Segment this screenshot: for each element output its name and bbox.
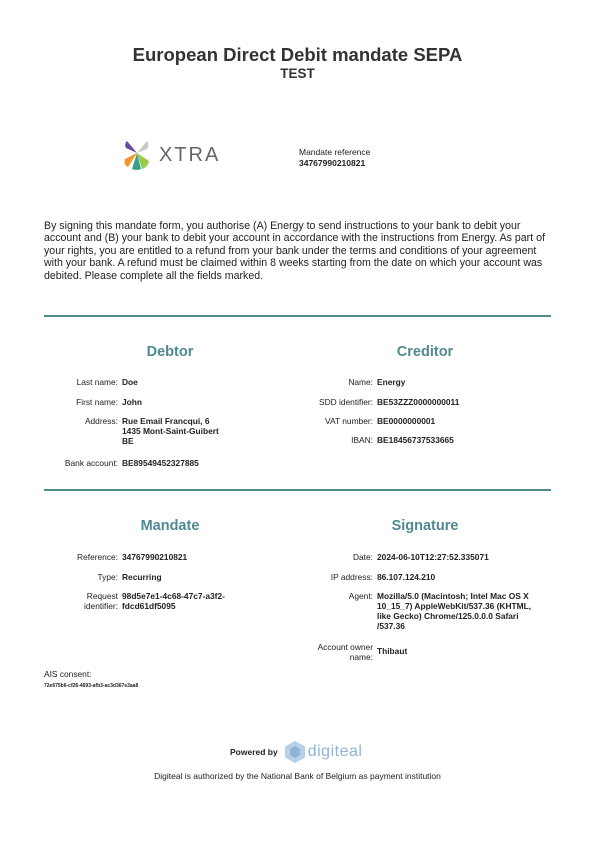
intro-paragraph: By signing this mandate form, you authorise (A) Energy to send instructions to your bank to debit your account and (B) your bank to debit your account in accordance with the instructions from Energy. As part of your rights, you are entitled to a refund from your bank under the terms and conditions of your agreement with your bank. A refund must be claimed within 8 weeks starting from the date on which your account was debited. Please complete all the fields marked. bbox=[44, 220, 545, 282]
mandate-reference-value: 34767990210821 bbox=[299, 158, 366, 168]
signature-date-row bbox=[290, 552, 489, 562]
powered-by-label: Powered by bbox=[230, 747, 278, 757]
debtor-title: Debtor bbox=[146, 344, 194, 360]
debtor-address-row bbox=[44, 416, 219, 446]
debtor-bank-account: BE89549452327885 bbox=[122, 458, 199, 468]
debtor-last-name-label: Last name: bbox=[76, 377, 118, 387]
signature-agent-row bbox=[290, 591, 531, 631]
ais-consent-value: 72e675b6-cf26-4693-afb3-ac3d367e3aa8 bbox=[44, 683, 139, 689]
xtra-logo-icon bbox=[123, 139, 151, 171]
debtor-last-name: Doe bbox=[122, 377, 138, 387]
mandate-request-line: 98d5e7e1-4c68-47c7-a3f2- bbox=[122, 591, 225, 601]
creditor-vat: BE0000000001 bbox=[377, 416, 436, 426]
mandate-request-label bbox=[44, 591, 122, 611]
mandate-title: Mandate bbox=[140, 518, 200, 534]
creditor-name-row bbox=[290, 377, 405, 387]
signature-date-label: Date: bbox=[352, 552, 373, 562]
debtor-address-line: BE bbox=[122, 436, 134, 446]
creditor-name-label: Name: bbox=[348, 377, 373, 387]
creditor-sdd: BE53ZZZ0000000011 bbox=[377, 397, 460, 407]
mandate-request-line: fdcd61df5095 bbox=[122, 601, 176, 611]
powered-by bbox=[230, 740, 362, 764]
signature-agent-line: like Gecko) Chrome/125.0.0.0 Safari bbox=[377, 611, 519, 621]
debtor-bank-account-row bbox=[44, 458, 199, 468]
signature-ip: 86.107.124.210 bbox=[377, 572, 436, 582]
debtor-bank-account-label: Bank account: bbox=[64, 458, 118, 468]
mandate-reference-label: Mandate reference bbox=[299, 147, 371, 157]
debtor-first-name-label: First name: bbox=[76, 397, 118, 407]
divider bbox=[44, 315, 551, 317]
debtor-last-name-row bbox=[44, 377, 138, 387]
mandate-type: Recurring bbox=[122, 572, 162, 582]
signature-owner-label bbox=[290, 642, 377, 662]
creditor-iban-row bbox=[290, 435, 454, 445]
creditor-sdd-label: SDD identifier: bbox=[319, 397, 373, 407]
document-subtitle: TEST bbox=[280, 66, 315, 81]
creditor-iban-label: IBAN: bbox=[351, 435, 373, 445]
debtor-first-name-row bbox=[44, 397, 142, 407]
document-title: European Direct Debit mandate SEPA bbox=[132, 44, 463, 65]
mandate-request-label-line: identifier: bbox=[84, 601, 118, 611]
ais-consent-label: AIS consent: bbox=[44, 669, 92, 679]
signature-ip-row bbox=[290, 572, 435, 582]
debtor-first-name: John bbox=[122, 397, 143, 407]
signature-title: Signature bbox=[391, 518, 459, 534]
signature-ip-label: IP address: bbox=[330, 572, 373, 582]
signature-agent-line: /537.36 bbox=[377, 621, 405, 631]
creditor-name: Energy bbox=[377, 377, 406, 387]
digiteal-logo-icon bbox=[284, 740, 306, 764]
xtra-logo-text: XTRA bbox=[159, 143, 221, 166]
mandate-type-row bbox=[44, 572, 162, 582]
signature-owner-label-line: name: bbox=[349, 652, 373, 662]
creditor-iban: BE18456737533665 bbox=[377, 435, 454, 445]
debtor-address-line: 1435 Mont-Saint-Guibert bbox=[122, 426, 219, 436]
signature-date: 2024-06-10T12:27:52.335071 bbox=[377, 552, 489, 562]
creditor-sdd-row bbox=[290, 397, 459, 407]
mandate-request-label-line: Request bbox=[86, 591, 118, 601]
xtra-logo bbox=[123, 138, 223, 172]
digiteal-logo-text: digiteal bbox=[307, 743, 363, 760]
mandate-request-identifier bbox=[122, 591, 225, 611]
debtor-address-line: Rue Email Francqui, 6 bbox=[122, 416, 210, 426]
divider bbox=[44, 489, 551, 491]
signature-owner-row bbox=[290, 642, 407, 662]
creditor-title: Creditor bbox=[396, 344, 454, 360]
creditor-vat-row bbox=[290, 416, 435, 426]
mandate-type-label: Type: bbox=[97, 572, 118, 582]
signature-owner: Thibaut bbox=[377, 646, 408, 656]
debtor-address-label: Address: bbox=[84, 416, 118, 426]
footer-note: Digiteal is authorized by the National Bank of Belgium as payment institution bbox=[154, 771, 441, 781]
mandate-reference bbox=[299, 147, 370, 169]
signature-owner-label-line: Account owner bbox=[317, 642, 373, 652]
creditor-vat-label: VAT number: bbox=[325, 416, 373, 426]
mandate-reference-row-value: 34767990210821 bbox=[122, 552, 188, 562]
debtor-address bbox=[122, 416, 219, 446]
mandate-request-row bbox=[44, 591, 225, 611]
mandate-reference-row-label: Reference: bbox=[77, 552, 118, 562]
mandate-reference-row bbox=[44, 552, 187, 562]
signature-agent bbox=[377, 591, 531, 631]
signature-agent-line: 10_15_7) AppleWebKit/537.36 (KHTML, bbox=[377, 601, 532, 611]
signature-agent-label: Agent: bbox=[348, 591, 373, 601]
signature-agent-line: Mozilla/5.0 (Macintosh; Intel Mac OS X bbox=[377, 591, 529, 601]
